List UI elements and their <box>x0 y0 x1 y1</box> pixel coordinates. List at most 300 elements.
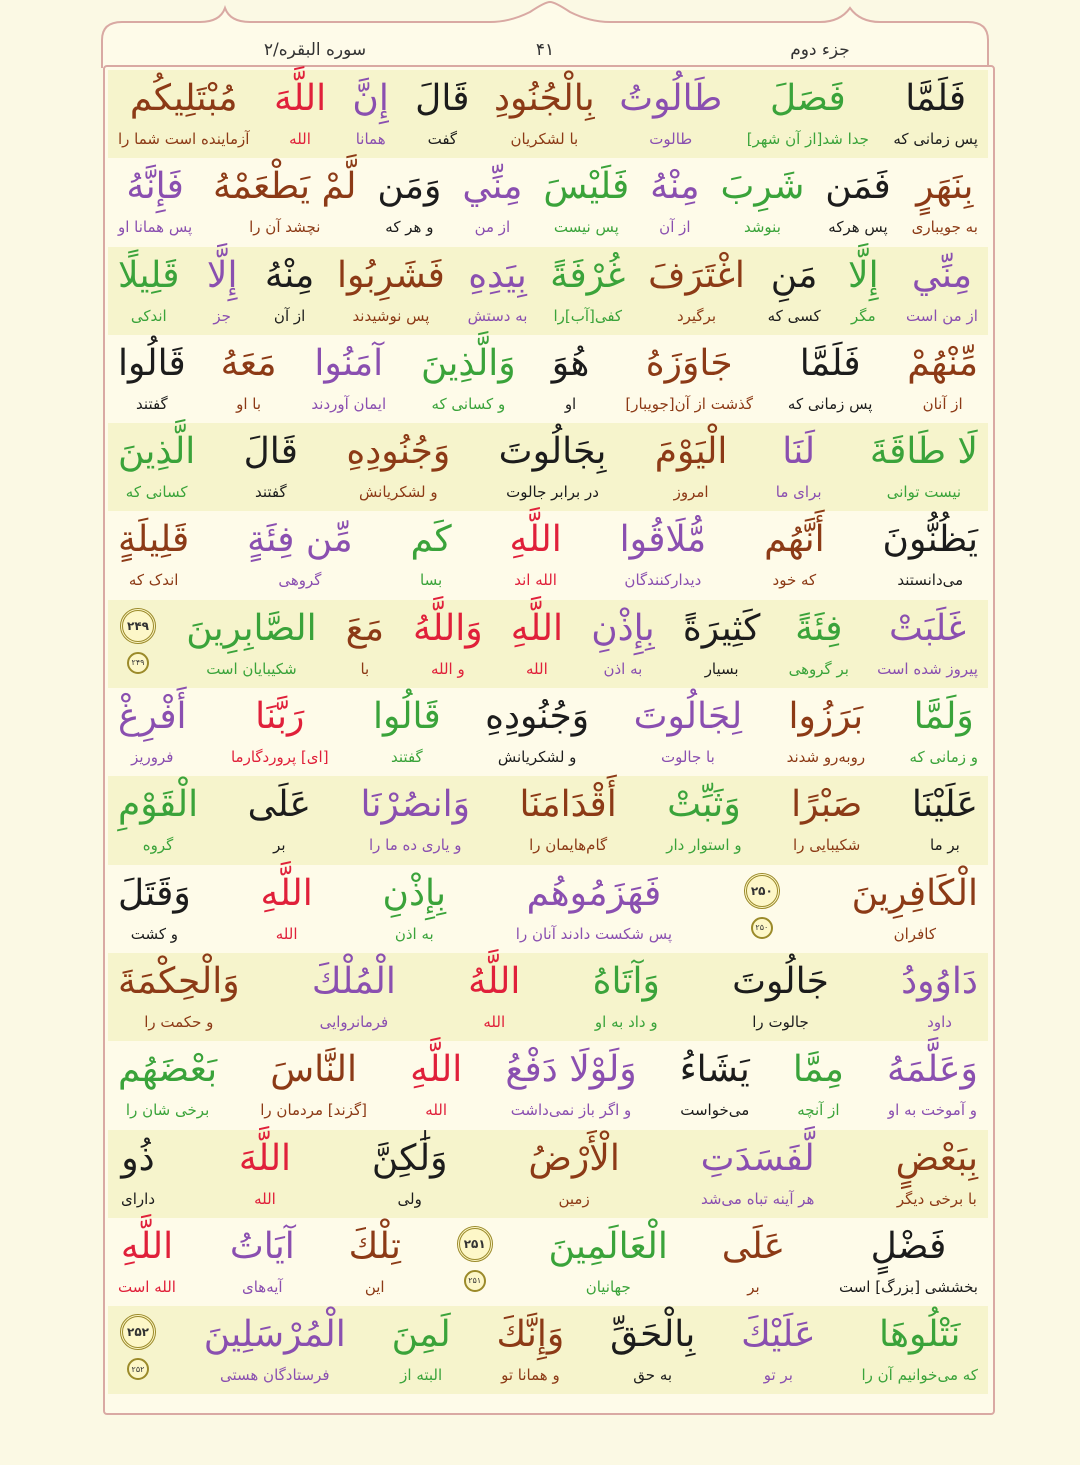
word-cell <box>787 600 851 688</box>
arabic-word: وَثَبِّتْ <box>667 784 741 826</box>
arabic-word: فَصَلَ <box>769 78 846 119</box>
persian-translation: اندک که <box>128 571 179 590</box>
word-cell <box>730 953 831 1041</box>
arabic-word: إِنَّ <box>352 78 389 119</box>
persian-translation: بر <box>747 1277 760 1296</box>
word-cell <box>409 511 454 599</box>
word-cell <box>390 1306 453 1394</box>
persian-translation: گفتند <box>254 483 287 502</box>
arabic-word: الْأَرْضُ <box>528 1137 620 1179</box>
persian-translation: روبه‌رو شدند <box>786 748 866 767</box>
persian-translation: از آن <box>273 306 306 325</box>
verse-line <box>108 688 988 776</box>
persian-translation: جهانیان <box>585 1277 631 1296</box>
arabic-word: اللَّهِ <box>509 519 562 561</box>
persian-translation: الله اند <box>514 571 557 590</box>
persian-translation: از من <box>474 218 511 237</box>
word-cell <box>526 1130 621 1218</box>
word-cell <box>492 70 597 158</box>
persian-translation: آزماینده است شما را <box>118 130 250 148</box>
arabic-word: قَلِيلَةٍ <box>118 519 190 561</box>
arabic-word: الصَّابِرِينَ <box>186 607 317 649</box>
persian-translation: اندکی <box>130 306 167 325</box>
word-cell <box>116 865 193 953</box>
word-cell <box>653 423 730 511</box>
ayah-number-small: ۲۵۲ <box>127 1358 149 1380</box>
word-cell <box>116 953 242 1041</box>
persian-translation: ایمان آوردند <box>311 394 387 413</box>
persian-translation: و کسانی که <box>431 394 506 413</box>
verse-line <box>108 158 988 246</box>
persian-translation: شکیبایان است <box>206 659 297 678</box>
word-cell <box>617 70 724 158</box>
word-cell <box>791 1041 846 1129</box>
word-cell <box>745 70 871 158</box>
persian-translation: با جالوت <box>660 748 715 767</box>
word-cell <box>789 776 864 864</box>
arabic-word: وَآتَاهُ <box>592 960 660 1002</box>
word-cell <box>310 953 398 1041</box>
persian-translation: می‌خواست <box>680 1101 750 1120</box>
word-cell <box>370 1130 450 1218</box>
word-cell <box>116 688 189 776</box>
word-cell <box>483 688 591 776</box>
word-cell <box>219 335 279 423</box>
arabic-word: بِإِذْنِ <box>382 872 446 914</box>
arabic-word: لَا طَاقَةَ <box>869 431 978 473</box>
persian-translation: که می‌خوانیم آن را <box>861 1366 978 1385</box>
persian-translation: کفی[آب]را <box>553 306 623 325</box>
arabic-word: اللَّهِ <box>410 1049 463 1091</box>
persian-translation: مگر <box>851 306 876 325</box>
persian-translation: فروریز <box>131 748 174 767</box>
word-cell <box>229 688 331 776</box>
persian-translation: گذشت از آن[جویبار] <box>625 394 754 413</box>
persian-translation: گفتند <box>391 748 423 767</box>
persian-translation: شکیبایی را <box>793 836 861 855</box>
word-cell <box>466 247 530 335</box>
word-cell <box>678 1041 752 1129</box>
word-cell <box>408 1041 464 1129</box>
arabic-word: وَلَمَّا <box>913 696 974 738</box>
persian-translation: با لشکریان <box>510 130 579 148</box>
arabic-word: اللَّهَ <box>273 78 327 119</box>
persian-translation: الله <box>526 659 548 678</box>
persian-translation: و زمانی که <box>909 748 978 767</box>
word-cell <box>419 335 518 423</box>
word-cell <box>245 511 355 599</box>
arabic-word: الْكَافِرِينَ <box>851 872 978 914</box>
word-cell <box>116 423 197 511</box>
arabic-word: مِنْهُ <box>650 166 700 208</box>
arabic-word: شَرِبَ <box>720 166 805 208</box>
word-cell <box>413 70 471 158</box>
word-cell <box>766 247 823 335</box>
word-cell <box>589 600 656 688</box>
arabic-word: الْعَالَمِينَ <box>548 1225 668 1267</box>
persian-translation: کافران <box>893 924 936 943</box>
arabic-word: بِإِذْنِ <box>591 607 655 649</box>
persian-translation: کسانی که <box>125 483 188 502</box>
arabic-word: غُرْفَةً <box>550 254 626 296</box>
arabic-word: وَقَتَلَ <box>118 872 191 914</box>
word-cell <box>786 335 875 423</box>
persian-translation: و الله <box>430 659 465 678</box>
arabic-word: عَلَيْنَا <box>911 784 978 826</box>
persian-translation: جالوت را <box>752 1012 809 1031</box>
verse-line <box>108 335 988 423</box>
word-cell <box>664 776 743 864</box>
arabic-word: عَلَيْكَ <box>741 1314 816 1356</box>
arabic-word: وَالْحِكْمَةَ <box>118 960 240 1002</box>
persian-translation: الله <box>483 1012 506 1031</box>
word-cell <box>894 1130 980 1218</box>
word-cell <box>591 953 662 1041</box>
word-cell <box>497 423 609 511</box>
word-cell <box>881 511 980 599</box>
persian-translation: الله <box>275 924 298 943</box>
word-cell <box>618 511 709 599</box>
verse-line <box>108 247 988 335</box>
persian-translation: گروه <box>142 836 174 855</box>
arabic-word: بِبَعْضٍ <box>895 1137 978 1179</box>
word-cell <box>116 335 188 423</box>
arabic-word: طَالُوتُ <box>619 78 723 119</box>
word-cell <box>347 1218 403 1306</box>
word-cell <box>905 335 980 423</box>
persian-translation: [ای] پروردگارما <box>230 748 329 767</box>
arabic-word: فِئَةً <box>795 607 843 649</box>
word-cell <box>648 158 701 246</box>
arabic-word: اللَّهِ <box>260 872 313 914</box>
word-cell <box>908 688 981 776</box>
word-cell <box>116 247 181 335</box>
persian-translation: گفت <box>427 130 458 148</box>
arabic-word: إِلَّا <box>848 254 879 296</box>
word-cell <box>910 158 980 246</box>
arabic-word: وَلَوْلَا دَفْعُ <box>505 1049 637 1091</box>
persian-translation: داود <box>927 1012 952 1031</box>
word-cell <box>850 865 980 953</box>
word-cell <box>344 423 452 511</box>
arabic-word: مُّلَاقُوا <box>619 519 707 561</box>
ayah-marker <box>453 1218 497 1306</box>
persian-translation: بر <box>273 836 286 855</box>
verse-line <box>108 953 988 1041</box>
ayah-number: ۲۵۲ <box>120 1314 156 1350</box>
arabic-word: مِّن فِئَةٍ <box>247 519 353 561</box>
word-cell <box>116 1218 178 1306</box>
persian-translation: دارای <box>121 1189 155 1208</box>
arabic-word: الْيَوْمَ <box>654 431 728 473</box>
word-cell <box>868 423 980 511</box>
surah-label: سوره البقره/۲ <box>263 40 367 60</box>
page-number: ۴۱ <box>535 40 555 60</box>
persian-translation: برگیرد <box>676 306 717 325</box>
word-cell <box>349 70 393 158</box>
word-cell <box>910 776 980 864</box>
arabic-word: وَمَن <box>377 166 442 208</box>
word-cell <box>258 1041 369 1129</box>
persian-translation: به اذن <box>394 924 434 943</box>
arabic-word: فَهَزَمُوهُم <box>526 872 662 914</box>
verse-line <box>108 865 988 953</box>
persian-translation: این <box>364 1277 385 1296</box>
word-cell <box>200 247 244 335</box>
persian-translation: و داد به او <box>594 1012 658 1031</box>
arabic-word: قَالُوا <box>118 342 186 384</box>
persian-translation: بر ما <box>930 836 960 855</box>
persian-translation: نیست توانی <box>886 483 962 502</box>
arabic-word: مِمَّا <box>792 1049 844 1091</box>
word-cell <box>202 1306 348 1394</box>
arabic-word: بَرَزُوا <box>788 696 864 738</box>
word-cell <box>116 70 251 158</box>
word-cell <box>547 1218 670 1306</box>
arabic-word: الْقَوْمِ <box>118 784 199 826</box>
persian-translation: پس همانا او <box>118 218 193 237</box>
word-cell <box>381 865 448 953</box>
persian-translation: به دستش <box>467 306 528 325</box>
persian-translation: فرستادگان هستی <box>219 1366 330 1385</box>
persian-translation: از من است <box>906 306 978 325</box>
arabic-word: فَضْلٍ <box>870 1225 947 1267</box>
word-cell <box>837 1218 980 1306</box>
word-cell <box>762 511 827 599</box>
verse-line <box>108 70 988 158</box>
arabic-word: آيَاتُ <box>229 1225 295 1267</box>
arabic-word: النَّاسَ <box>270 1049 357 1091</box>
arabic-word: بِالْحَقِّ <box>610 1314 696 1356</box>
persian-translation: گروهی <box>278 571 322 590</box>
persian-translation: از آنچه <box>797 1101 840 1120</box>
word-cell <box>371 688 443 776</box>
arabic-word: إِلَّا <box>206 254 238 296</box>
word-cell <box>885 1041 980 1129</box>
persian-translation: کسی که <box>767 306 821 325</box>
persian-translation: به اذن <box>603 659 643 678</box>
arabic-word: جَالُوتَ <box>732 960 829 1002</box>
arabic-word: اللَّهِ <box>510 607 563 649</box>
persian-translation: گفتند <box>136 394 168 413</box>
arabic-word: اللَّهِ <box>120 1225 174 1267</box>
ayah-number-small: ۲۵۰ <box>751 917 773 939</box>
persian-translation: و استوار دار <box>666 836 742 855</box>
word-cell <box>237 1130 293 1218</box>
word-cell <box>309 335 388 423</box>
persian-translation: پس زمانی که <box>787 394 873 413</box>
persian-translation: و حکمت را <box>144 1012 214 1031</box>
arabic-word: وَالَّذِينَ <box>421 342 516 384</box>
persian-translation: او <box>564 394 577 413</box>
arabic-word: غَلَبَتْ <box>889 607 966 649</box>
persian-translation: گام‌هایمان را <box>529 836 608 855</box>
word-cell <box>841 247 885 335</box>
persian-translation: برای ما <box>775 483 822 502</box>
arabic-word: بِالْجُنُودِ <box>494 78 595 119</box>
arabic-word: مَعَهُ <box>220 342 277 384</box>
word-cell <box>681 600 763 688</box>
word-cell <box>466 953 522 1041</box>
arabic-word: الَّذِينَ <box>118 431 196 473</box>
word-cell <box>228 1218 297 1306</box>
arabic-word: لَّفَسَدَتِ <box>700 1137 815 1179</box>
ayah-number: ۲۴۹ <box>120 608 156 644</box>
arabic-word: لَمِنَ <box>391 1314 451 1356</box>
word-cell <box>646 247 747 335</box>
arabic-word: اللَّهُ <box>468 960 521 1002</box>
persian-translation: امروز <box>673 483 709 502</box>
arabic-word: وَانصُرْنَا <box>360 784 470 826</box>
arabic-word: قَالُوا <box>372 696 441 738</box>
arabic-word: جَاوَزَهُ <box>645 342 733 384</box>
word-cell <box>508 511 564 599</box>
arabic-word: فَشَرِبُوا <box>337 254 445 296</box>
verse-line <box>108 423 988 511</box>
page-header <box>100 0 990 70</box>
persian-translation: و لشکریانش <box>497 748 577 767</box>
persian-translation: آیه‌های <box>241 1277 283 1296</box>
verse-line <box>108 1306 988 1394</box>
word-cell <box>375 158 443 246</box>
word-cell <box>411 600 485 688</box>
arabic-word: وَجُنُودِهِ <box>346 431 451 473</box>
persian-translation: الله <box>425 1101 448 1120</box>
word-cell <box>514 865 674 953</box>
word-cell <box>718 158 806 246</box>
persian-translation: همانا <box>355 130 386 148</box>
arabic-word: الْمُرْسَلِينَ <box>203 1314 346 1356</box>
word-cell <box>720 1218 787 1306</box>
juz-label: جزء دوم <box>790 40 850 60</box>
word-cell <box>460 158 524 246</box>
persian-translation: پس شکست دادند آنان را <box>515 924 673 943</box>
arabic-word: مِنِّي <box>911 254 973 296</box>
ayah-number-small: ۲۵۱ <box>464 1270 486 1292</box>
persian-translation: ولی <box>397 1189 422 1208</box>
persian-translation: زمین <box>558 1189 590 1208</box>
verse-line <box>108 1041 988 1129</box>
persian-translation: نچشد آن را <box>249 218 321 237</box>
word-cell <box>272 70 328 158</box>
arabic-word: يَظُنُّونَ <box>882 519 978 561</box>
arabic-word: كَثِيرَةً <box>682 607 761 649</box>
arabic-word: مَعَ <box>345 607 385 649</box>
ayah-number: ۲۵۰ <box>744 873 780 909</box>
ayah-marker <box>740 865 784 953</box>
verse-line <box>108 1218 988 1306</box>
persian-translation: بخششی [بزرگ] است <box>838 1277 978 1296</box>
word-cell <box>632 688 745 776</box>
persian-translation: جز <box>213 306 231 325</box>
arabic-word: فَلَمَّا <box>905 78 967 119</box>
word-cell <box>116 158 194 246</box>
arabic-word: رَبَّنَا <box>255 696 305 738</box>
persian-translation: در برابر جالوت <box>506 483 599 502</box>
arabic-word: وَاللَّهُ <box>413 607 483 649</box>
word-cell <box>891 70 980 158</box>
arabic-word: وَجُنُودِهِ <box>485 696 590 738</box>
word-cell <box>184 600 318 688</box>
arabic-word: أَنَّهُم <box>764 519 825 561</box>
arabic-word: اغْتَرَفَ <box>648 254 745 296</box>
arabic-word: وَعَلَّمَهُ <box>887 1049 978 1091</box>
word-cell <box>623 335 755 423</box>
word-cell <box>774 423 824 511</box>
word-cell <box>116 1041 219 1129</box>
persian-translation: الله <box>289 130 311 148</box>
word-cell <box>503 1041 638 1129</box>
word-cell <box>875 600 980 688</box>
arabic-word: قَلِيلًا <box>118 254 180 296</box>
persian-translation: که خود <box>772 571 817 590</box>
arabic-word: قَالَ <box>243 431 298 473</box>
persian-translation: بر تو <box>763 1366 793 1385</box>
word-cell <box>518 776 619 864</box>
verse-line <box>108 776 988 864</box>
arabic-word: مِّنْهُمْ <box>907 342 978 384</box>
persian-translation: الله است <box>118 1277 176 1296</box>
persian-translation: و هر که <box>385 218 434 237</box>
arabic-word: مُبْتَلِيكُم <box>129 78 238 119</box>
arabic-word: صَبْرًا <box>791 784 863 826</box>
ayah-number: ۲۵۱ <box>457 1226 493 1262</box>
persian-translation: بر گروهی <box>788 659 849 678</box>
arabic-word: عَلَى <box>247 784 311 826</box>
persian-translation: می‌دانستند <box>897 571 964 590</box>
persian-translation: بسیار <box>704 659 739 678</box>
arabic-word: عَلَى <box>721 1225 786 1267</box>
arabic-word: مِنْهُ <box>264 254 315 296</box>
arabic-word: كَم <box>410 519 452 561</box>
arabic-word: لَّمْ يَطْعَمْهُ <box>213 166 357 208</box>
word-cell <box>699 1130 817 1218</box>
persian-translation: به جویباری <box>911 218 978 237</box>
arabic-word: يَشَاءُ <box>679 1049 750 1091</box>
word-cell <box>548 247 627 335</box>
persian-translation: و همانا تو <box>501 1366 560 1385</box>
persian-translation: الله <box>254 1189 276 1208</box>
word-cell <box>509 600 565 688</box>
arabic-word: بِنَهَرٍ <box>916 166 974 208</box>
persian-translation: دیدارکنندگان <box>624 571 702 590</box>
arabic-word: فَمَن <box>825 166 891 208</box>
persian-translation: و یاری ده ما را <box>368 836 462 855</box>
word-cell <box>335 247 447 335</box>
word-cell <box>259 865 315 953</box>
arabic-word: مِنِّي <box>462 166 523 208</box>
arabic-word: اللَّهَ <box>238 1137 292 1179</box>
word-cell <box>246 776 313 864</box>
persian-translation: و لشکریانش <box>359 483 438 502</box>
word-cell <box>739 1306 818 1394</box>
persian-translation: پس نوشیدند <box>352 306 430 325</box>
arabic-word: لِجَالُوتَ <box>633 696 743 738</box>
persian-translation: پس زمانی که <box>893 130 978 148</box>
arabic-word: أَفْرِغْ <box>118 696 187 738</box>
persian-translation: پس هرکه <box>828 218 888 237</box>
verse-line <box>108 511 988 599</box>
persian-translation: از آنان <box>922 394 963 413</box>
persian-translation: به حق <box>633 1366 673 1385</box>
persian-translation: البته از <box>400 1366 443 1385</box>
persian-translation: [گزند] مردمان را <box>260 1101 367 1120</box>
arabic-word: الْمُلْكَ <box>311 960 396 1002</box>
persian-translation: هر آینه تباه می‌شد <box>700 1189 815 1208</box>
arabic-word: فَلَيْسَ <box>543 166 630 208</box>
arabic-word: مَنِ <box>770 254 818 296</box>
arabic-word: بَعْضَهُم <box>118 1049 218 1091</box>
